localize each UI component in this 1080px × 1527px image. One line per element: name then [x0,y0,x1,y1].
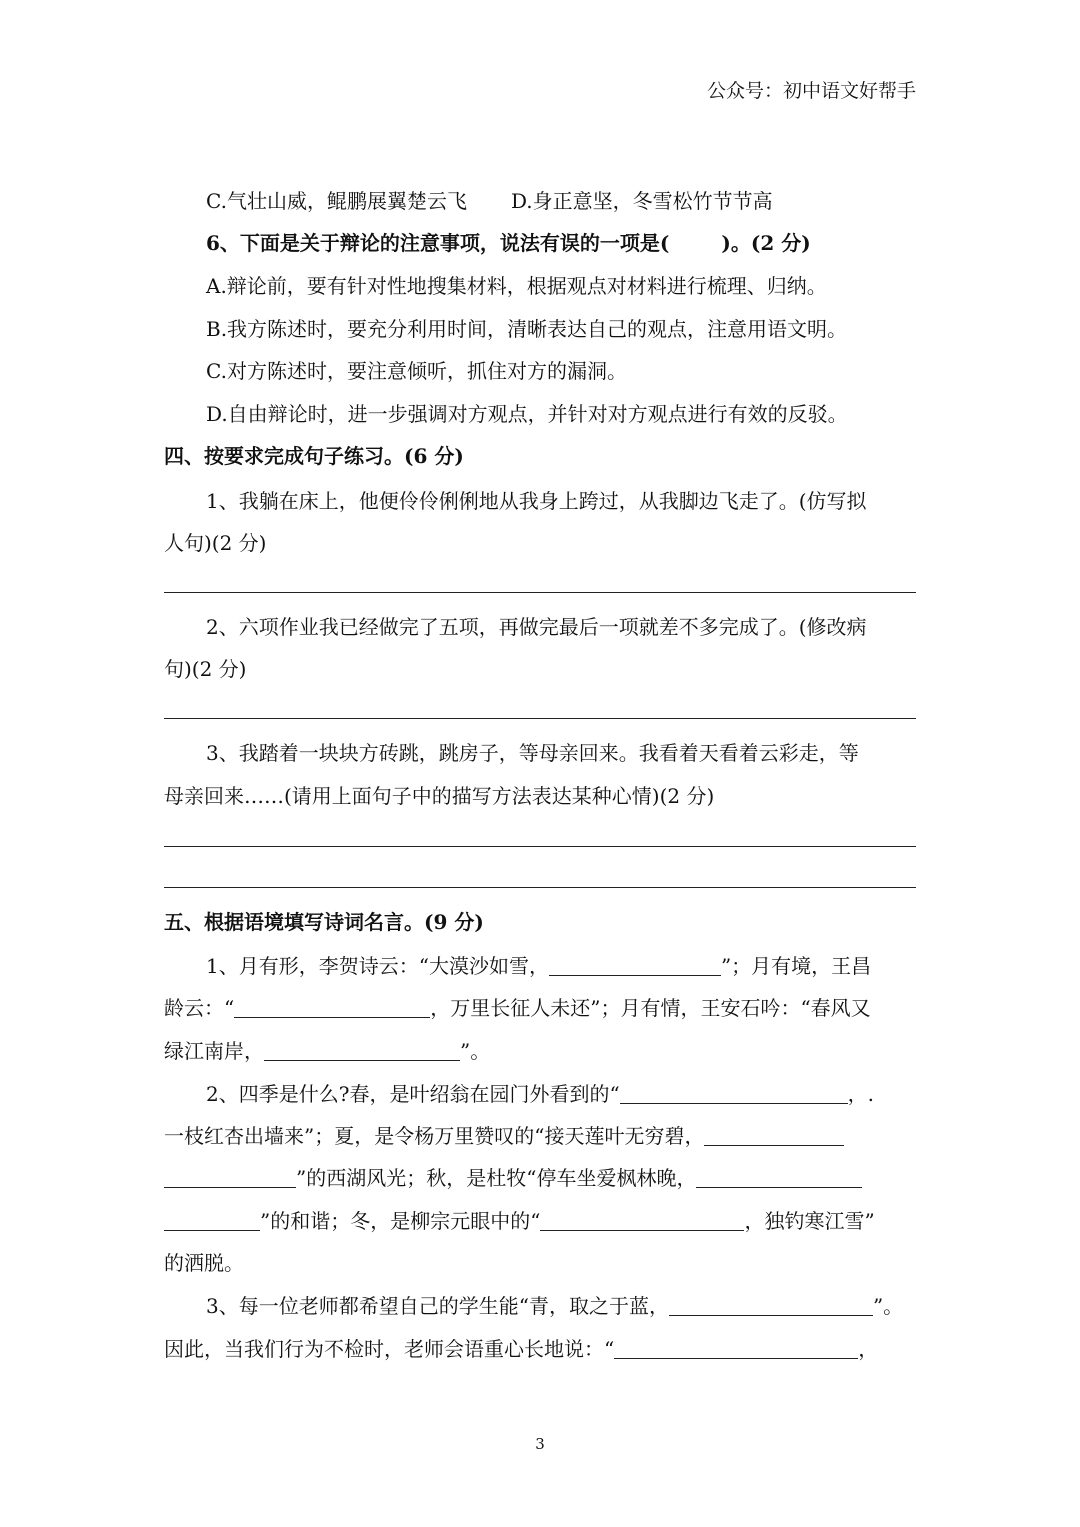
s4-q1-line1: 1、我躺在床上，他便伶伶俐俐地从我身上跨过，从我脚边飞走了。(仿写拟 [206,489,867,513]
s4-q2-line2: 句)(2 分) [164,657,247,681]
poem-blank[interactable] [164,1210,260,1231]
s5-p2-line5: 的洒脱。 [164,1251,244,1275]
poem-blank[interactable] [620,1083,848,1104]
poem-blank[interactable] [540,1210,744,1231]
s5-p1-text-d: ，万里长征人未还”；月有情，王安石吟：“春风又 [430,996,871,1020]
q6-option-d: D.自由辩论时，进一步强调对方观点，并针对对方观点进行有效的反驳。 [206,402,848,426]
s5-p1-text-a: 1、月有形，李贺诗云：“大漠沙如雪， [206,954,549,978]
s5-p1-text-e: 绿江南岸， [164,1039,264,1063]
poem-blank[interactable] [264,1040,460,1061]
page-number: 3 [535,1435,545,1453]
s4-q1-answer-line[interactable] [164,592,916,593]
poem-blank[interactable] [704,1125,844,1146]
s5-p3-line2 [164,1336,916,1362]
s5-p1-line3 [164,1038,916,1064]
q6-option-b: B.我方陈述时，要充分利用时间，清晰表达自己的观点，注意用语文明。 [206,317,848,341]
q6-stem [206,230,916,256]
s4-q3-line2: 母亲回来……(请用上面句子中的描写方法表达某种心情)(2 分) [164,784,715,808]
s5-p1-line1 [206,953,916,979]
s5-p3-text-d: ， [858,1337,879,1361]
s5-p2-text-e: ”的和谐；冬，是柳宗元眼中的“ [260,1209,541,1233]
s5-p1-text-c: 龄云：“ [164,996,235,1020]
section4-title: 四、按要求完成句子练习。(6 分) [164,444,464,468]
s5-p2-line4 [164,1208,916,1234]
poem-blank[interactable] [164,1167,296,1188]
option-d: D.身正意坚，冬雪松竹节节高 [510,189,773,213]
s4-q1-line2: 人句)(2 分) [164,531,267,555]
s5-p1-text-b: ”；月有境，王昌 [720,954,872,978]
s5-p3-text-a: 3、每一位老师都希望自己的学生能“青，取之于蓝， [206,1294,669,1318]
q6-stem-text: 6、下面是关于辩论的注意事项，说法有误的一项是( [206,231,670,255]
poem-blank[interactable] [669,1295,873,1316]
s5-p1-line2 [164,995,916,1021]
header-source: 公众号：初中语文好帮手 [706,80,916,102]
q6-stem-score: )。(2 分) [721,231,811,255]
poem-blank[interactable] [614,1338,858,1359]
s5-p2-text-d: ”的西湖风光；秋，是杜牧“停车坐爱枫林晚， [296,1166,697,1190]
q5-options-cd [206,188,916,214]
s4-q3-answer-line-1[interactable] [164,846,916,847]
s4-q2-answer-line[interactable] [164,718,916,719]
q6-option-c: C.对方陈述时，要注意倾听，抓住对方的漏洞。 [206,359,627,383]
s5-p2-line3 [164,1165,916,1191]
poem-blank[interactable] [549,955,721,976]
q6-option-a: A.辩论前，要有针对性地搜集材料，根据观点对材料进行梳理、归纳。 [206,274,827,298]
s5-p3-text-c: 因此，当我们行为不检时，老师会语重心长地说：“ [164,1337,615,1361]
s5-p2-line2 [164,1123,916,1149]
poem-blank[interactable] [696,1167,862,1188]
s5-p2-text-c: 一枝红杏出墙来”；夏，是令杨万里赞叹的“接天莲叶无穷碧， [164,1124,705,1148]
s5-p3-text-b: ”。 [872,1294,904,1318]
s5-p2-text-a: 2、四季是什么?春，是叶绍翁在园门外看到的“ [206,1082,620,1106]
s5-p3-line1 [206,1293,916,1319]
option-c: C.气壮山威，鲲鹏展翼楚云飞 [206,189,467,213]
section5-title: 五、根据语境填写诗词名言。(9 分) [164,910,484,934]
s4-q2-line1: 2、六项作业我已经做完了五项，再做完最后一项就差不多完成了。(修改病 [206,615,867,639]
s4-q3-answer-line-2[interactable] [164,887,916,888]
poem-blank[interactable] [234,997,430,1018]
s5-p2-text-b: ，. [847,1082,875,1106]
s4-q3-line1: 3、我踏着一块块方砖跳，跳房子，等母亲回来。我看着天看着云彩走，等 [206,741,859,765]
s5-p1-text-f: ”。 [460,1039,491,1063]
s5-p2-line1 [206,1081,916,1107]
s5-p2-text-f: ，独钓寒江雪” [744,1209,875,1233]
